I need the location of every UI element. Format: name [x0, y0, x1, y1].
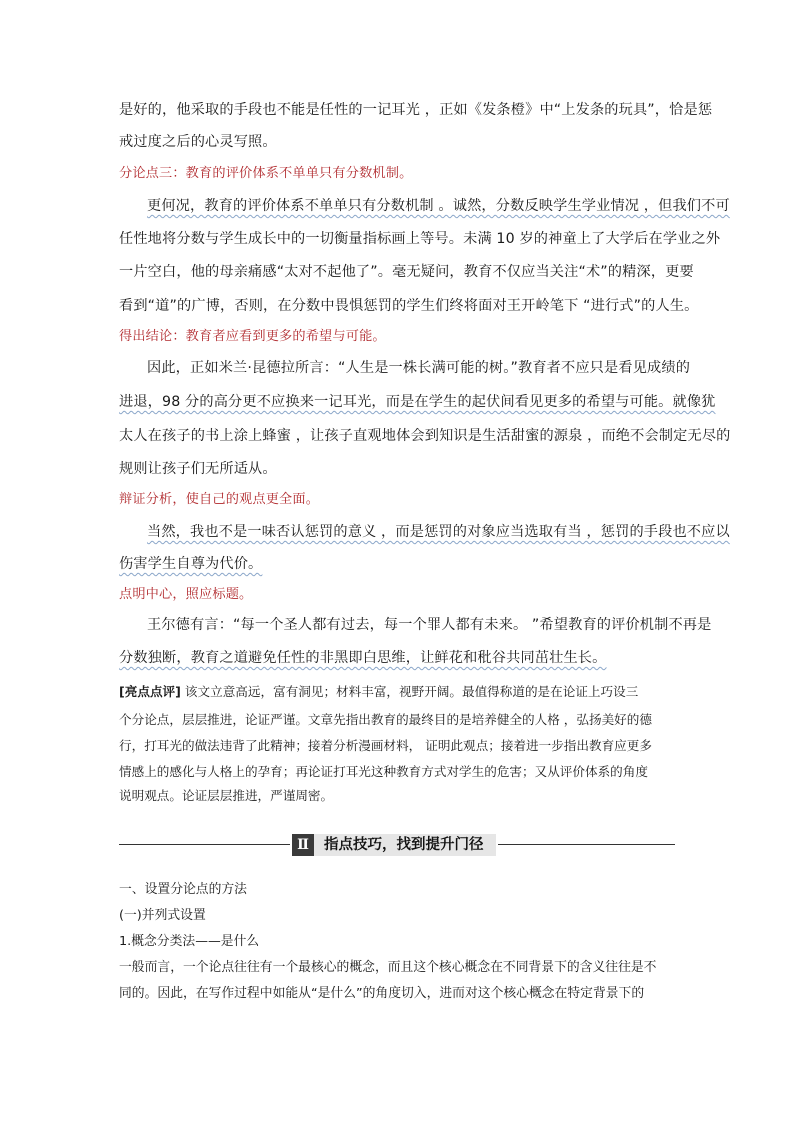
paragraph-line: 当然，我也不是一味否认惩罚的意义 ，而是惩罚的对象应当选取有当 ，惩罚的手段也不应以 [147, 524, 730, 540]
annotation-center: 点明中心，照应标题。 [119, 587, 253, 602]
annotation-point3: 分论点三：教育的评价体系不单单只有分数机制。 [119, 166, 413, 181]
paragraph-line: 进退，98 分的高分更不应换来一记耳光，而是在学生的起伏间看见更多的希望与可能。就像犹 [119, 394, 716, 410]
section-header [290, 834, 498, 856]
body-line: 同的。因此，在写作过程中如能从“是什么”的角度切入，进而对这个核心概念在特定背景下的 [119, 986, 645, 1001]
paragraph-line: 戒过度之后的心灵写照。 [119, 134, 277, 150]
comment-line: 情感上的感化与人格上的孕育；再论证打耳光这种教育方式对学生的危害；又从评价体系的角度 [119, 764, 648, 779]
body-line: 一般而言，一个论点往往有一个最核心的概念，而且这个核心概念在不同背景下的含义往往是不 [119, 960, 657, 975]
topic-sentence: 更何况，教育的评价体系不单单只有分数机制 。诚然，分数反映学生学业情况 ，但我们不可 [147, 198, 730, 214]
heading-level1: 一、设置分论点的方法 [119, 882, 247, 897]
paragraph-line: 太人在孩子的书上涂上蜂蜜 ，让孩子直观地体会到知识是生活甜蜜的源泉 ，而绝不会制定无尽的 [119, 428, 731, 444]
paragraph-line [147, 196, 730, 216]
section-number: Ⅱ [292, 834, 314, 856]
paragraph-line: 任性地将分数与学生成长中的一切衡量指标画上等号。未满 10 岁的神童上了大学后在学业之外 [119, 231, 721, 247]
comment-text: 该文立意高远，富有洞见；材料丰富，视野开阔。最值得称道的是在论证上巧设三 [184, 684, 639, 699]
section-divider [119, 834, 675, 856]
annotation-conclusion: 得出结论：教育者应看到更多的希望与可能。 [119, 329, 386, 344]
paragraph-line: 规则让孩子们无所适从。 [119, 461, 277, 477]
paragraph-line: 伤害学生自尊为代价。 [119, 556, 263, 572]
comment-line [119, 682, 675, 702]
heading-level2: (一)并列式设置 [119, 908, 206, 923]
comment-line: 行，打耳光的做法违背了此精神；接着分析漫画材料， 证明此观点；接着进一步指出教育应更多 [119, 738, 652, 753]
comment-line: 说明观点。论证层层推进，严谨周密。 [119, 788, 334, 803]
paragraph-line: 分数独断，教育之道避免任性的非黑即白思维，让鲜花和秕谷共同茁壮生长。 [119, 650, 607, 666]
paragraph-line: 一片空白，他的母亲痛感“太对不起他了”。毫无疑问，教育不仅应当关注“术”的精深，更要 [119, 264, 694, 280]
comment-tag: [亮点点评] [119, 684, 181, 699]
heading-level3: 1.概念分类法——是什么 [119, 934, 260, 949]
paragraph-line: 是好的，他采取的手段也不能是任性的一记耳光 ，正如《发条橙》中“上发条的玩具”，恰是惩 [119, 102, 713, 118]
annotation-dialectic: 辩证分析，使自己的观点更全面。 [119, 492, 320, 507]
comment-line: 个分论点，层层推进，论证严谨。文章先指出教育的最终目的是培养健全的人格 ，弘扬美好的德 [119, 712, 652, 727]
paragraph-line: 看到“道”的广博，否则，在分数中畏惧惩罚的学生们终将面对王开岭笔下 “进行式”的人生。 [119, 298, 699, 314]
section-title: 指点技巧，找到提升门径 [314, 834, 496, 856]
paragraph-line: 因此，正如米兰·昆德拉所言：“人生是一株长满可能的树。”教育者不应只是看见成绩的 [147, 360, 691, 376]
paragraph-line: 王尔德有言：“每一个圣人都有过去，每一个罪人都有未来。 ”希望教育的评价机制不再是 [147, 617, 712, 633]
